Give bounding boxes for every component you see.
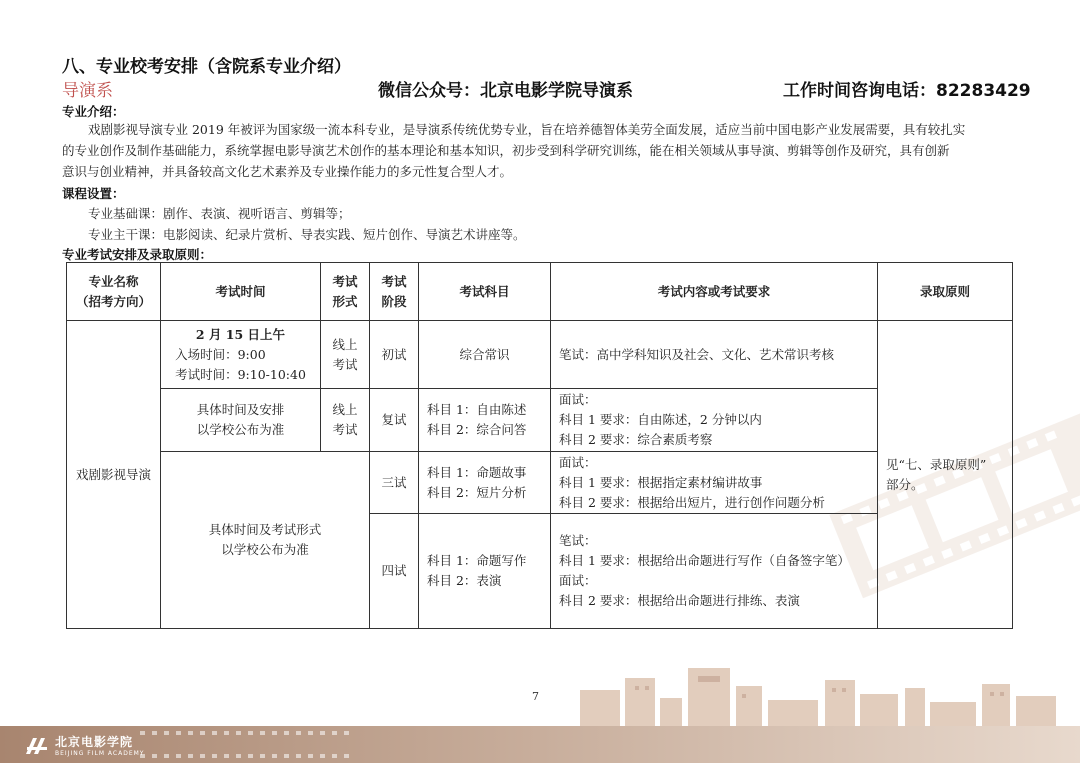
header-form: 考试 形式 <box>321 263 370 321</box>
time-cell: 2 月 15 日上午 入场时间：9:00 考试时间：9:10-10:40 <box>161 321 321 389</box>
subject-cell: 综合常识 <box>419 321 551 389</box>
page-number: 7 <box>532 690 539 703</box>
header-major: 专业名称 （招考方向） <box>67 263 161 321</box>
school-logo <box>24 733 144 757</box>
admission-cell: 见“七、录取原则” 部分。 <box>878 321 1013 629</box>
stage-cell: 初试 <box>370 321 419 389</box>
header-subject: 考试科目 <box>419 263 551 321</box>
header-admission: 录取原则 <box>878 263 1013 321</box>
content-cell: 笔试：高中学科知识及社会、文化、艺术常识考核 <box>551 321 878 389</box>
time-form-cell: 具体时间及考试形式 以学校公布为准 <box>161 452 370 629</box>
school-name-en: BEIJING FILM ACADEMY <box>55 750 145 757</box>
subject-cell: 科目 1：命题写作 科目 2：表演 <box>419 514 551 629</box>
table-header-row <box>67 263 1013 321</box>
intro-paragraph <box>62 119 1022 182</box>
intro-label: 专业介绍： <box>62 104 125 119</box>
department-name: 导演系 <box>62 81 113 101</box>
header-stage: 考试 阶段 <box>370 263 419 321</box>
footer-strip <box>0 718 1080 763</box>
stage-cell: 四试 <box>370 514 419 629</box>
form-cell: 线上 考试 <box>321 389 370 452</box>
wechat-account: 微信公众号：北京电影学院导演系 <box>378 81 633 101</box>
form-cell: 线上 考试 <box>321 321 370 389</box>
subject-cell: 科目 1：命题故事 科目 2：短片分析 <box>419 452 551 514</box>
table-row <box>67 452 1013 514</box>
intro-line: 戏剧影视导演专业 2019 年被评为国家级一流本科专业，是导演系传统优势专业，旨在培养德智体美劳全面发展，适应当前中国电影产业发展需要，具有较扎实 <box>88 122 966 137</box>
basic-courses: 专业基础课：剧作、表演、视听语言、剪辑等； <box>88 206 351 221</box>
content-cell: 面试： 科目 1 要求：自由陈述，2 分钟以内 科目 2 要求：综合素质考察 <box>551 389 878 452</box>
main-courses: 专业主干课：电影阅读、纪录片赏析、导表实践、短片创作、导演艺术讲座等。 <box>88 227 526 242</box>
content-cell: 面试： 科目 1 要求：根据指定素材编讲故事 科目 2 要求：根据给出短片，进行创作问题分析 <box>551 452 878 514</box>
content-cell: 笔试： 科目 1 要求：根据给出命题进行写作（自备签字笔） 面试： 科目 2 要求：根据给出命题进行排练、表演 <box>551 514 878 629</box>
table-row <box>67 321 1013 389</box>
section-title: 八、专业校考安排（含院系专业介绍） <box>62 57 351 77</box>
subject-cell: 科目 1：自由陈述 科目 2：综合问答 <box>419 389 551 452</box>
header-time: 考试时间 <box>161 263 321 321</box>
table-label: 专业考试安排及录取原则： <box>62 247 213 262</box>
intro-line: 的专业创作及制作基础能力，系统掌握电影导演艺术创作的基本理论和基本知识，初步受到科学研究训练，能在相关领域从事导演、剪辑等创作及研究，具有创新 <box>62 143 950 158</box>
table-row <box>67 389 1013 452</box>
school-name: 北京电影学院 <box>55 735 134 749</box>
stage-cell: 复试 <box>370 389 419 452</box>
consult-phone: 工作时间咨询电话：82283429 <box>783 81 1031 101</box>
courses-label: 课程设置： <box>62 186 125 201</box>
exam-schedule-table <box>66 262 1013 629</box>
film-academy-logo-icon <box>24 735 50 755</box>
intro-line: 意识与创业精神，并具备较高文化艺术素养及专业操作能力的多元性复合型人才。 <box>62 164 513 179</box>
stage-cell: 三试 <box>370 452 419 514</box>
time-cell: 具体时间及安排 以学校公布为准 <box>161 389 321 452</box>
header-content: 考试内容或考试要求 <box>551 263 878 321</box>
major-name-cell: 戏剧影视导演 <box>67 321 161 629</box>
